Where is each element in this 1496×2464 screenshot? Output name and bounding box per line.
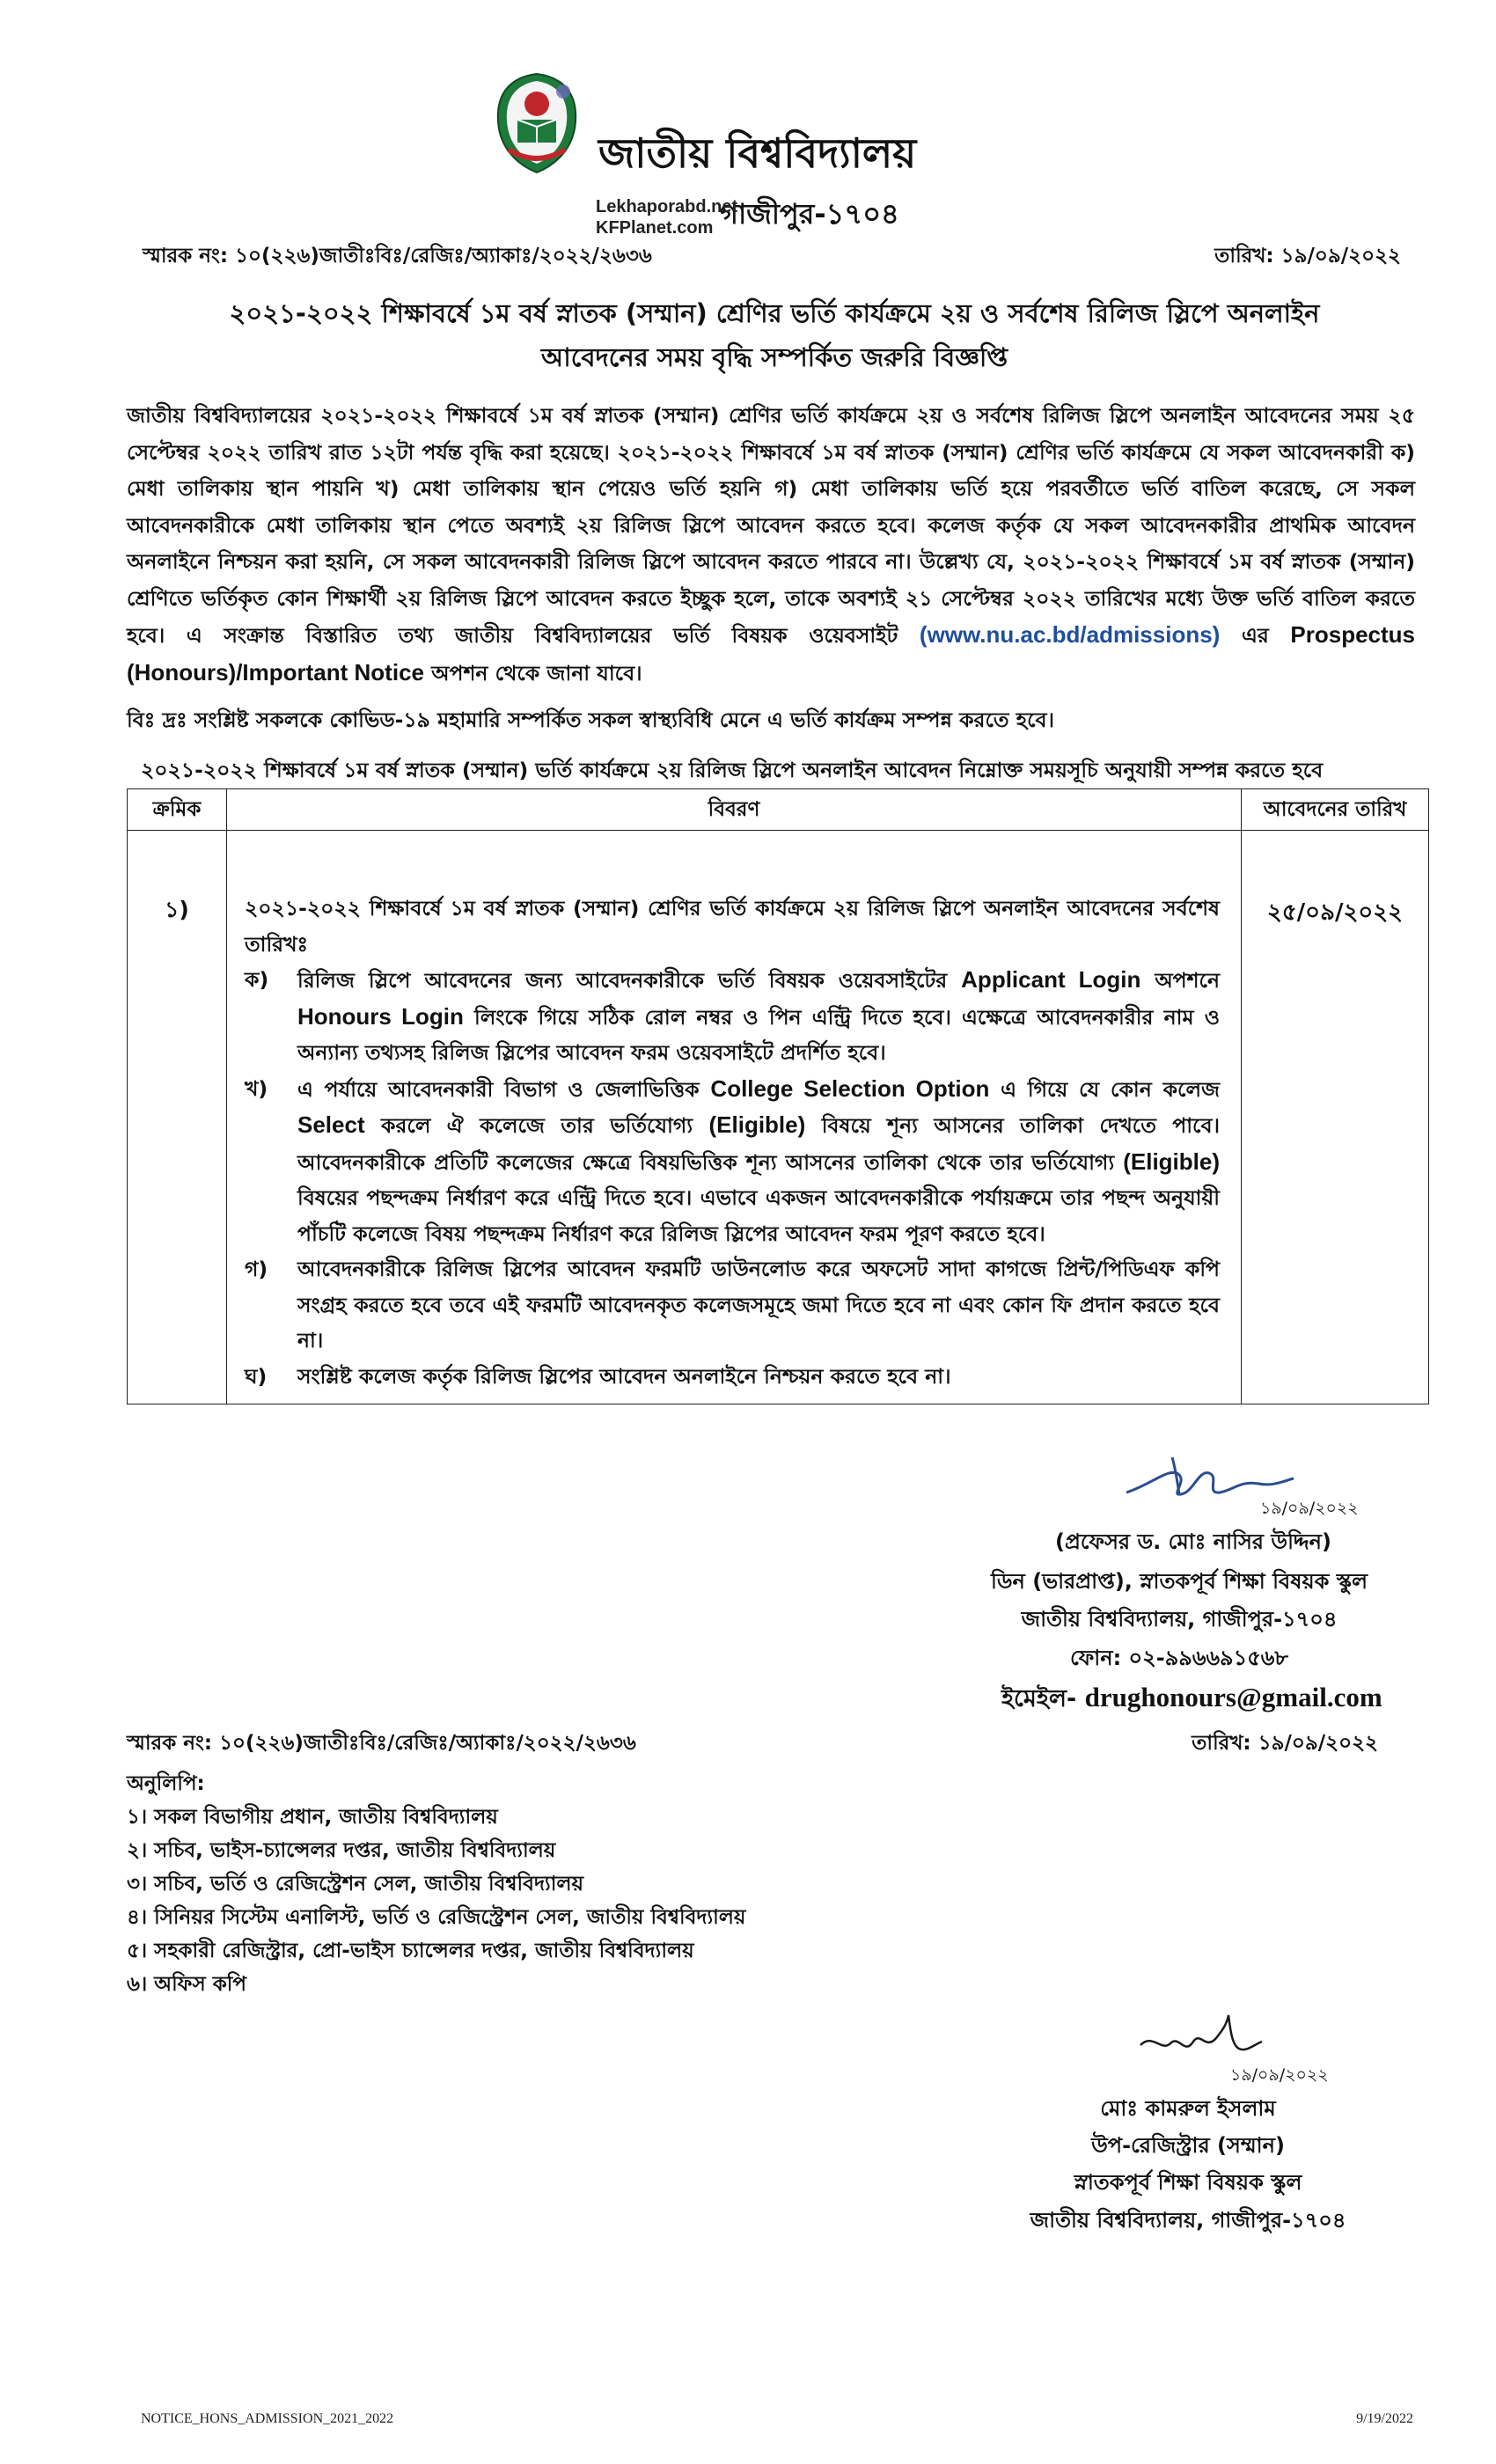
university-address: গাজীপুর-১৭০৪ (720, 197, 899, 231)
body-text: অপশন থেকে জানা যাবে। (424, 660, 642, 686)
header-date: আবেদনের তারিখ (1242, 789, 1429, 831)
item-marker: ক) (245, 967, 269, 992)
signatory-title: ডিন (ভারপ্রাপ্ত), স্নাতকপূর্ব শিক্ষা বিষয়ক স্কুল (991, 1569, 1368, 1594)
copy-item: ৪। সিনিয়র সিস্টেম এনালিস্ট, ভর্তি ও রেজিস্ট্রেশন সেল, জাতীয় বিশ্ববিদ্যালয় (127, 1906, 746, 1929)
copy-item: ১। সকল বিভাগীয় প্রধান, জাতীয় বিশ্ববিদ্যালয় (127, 1806, 498, 1829)
notice-title-line1: ২০২১-২০২২ শিক্ষাবর্ষে ১ম বর্ষ স্নাতক (সম্মান) শ্রেণির ভর্তি কার্যক্রমে ২য় ও সর্বশেষ রিলিজ স্লিপে অনলাইন (229, 298, 1320, 328)
admission-website-link[interactable]: (www.nu.ac.bd/admissions) (919, 621, 1221, 648)
covid-note: বিঃ দ্রঃ সংশ্লিষ্ট সকলকে কোভিড-১৯ মহামারি সম্পর্কিত সকল স্বাস্থ্যবিধি মেনে এ ভর্তি কার্যক্রম সম্পন্ন করতে হবে। (127, 708, 1055, 732)
signature-date: ১৯/০৯/২০২২ (1230, 2065, 1329, 2085)
email-address[interactable]: drughonours@gmail.com (1084, 1682, 1382, 1712)
item-text: সংশ্লিষ্ট কলেজ কর্তৃক রিলিজ স্লিপের আবেদন অনলাইনে নিশ্চয়ন করতে হবে না। (297, 1363, 951, 1389)
notice-title-line2: আবেদনের সময় বৃদ্ধি সম্পর্কিত জরুরি বিজ্ঞপ্তি (540, 342, 1008, 372)
copies-label: অনুলিপি: (127, 1772, 205, 1795)
table-row (128, 831, 1429, 1404)
item-marker: গ) (245, 1257, 268, 1281)
notice-body (127, 398, 1415, 692)
signatory-name: (প্রফেসর ড. মোঃ নাসির উদ্দিন) (1055, 1529, 1331, 1554)
copy-item: ২। সচিব, ভাইস-চ্যান্সেলর দপ্তর, জাতীয় বিশ্ববিদ্যালয় (127, 1839, 556, 1862)
list-item (245, 962, 1220, 1071)
item-text: রিলিজ স্লিপে আবেদনের জন্য আবেদনকারীকে ভর্তি বিষয়ক ওয়েবসাইটের Applicant Login অপশনে Honours Login লিংকে গিয়ে সঠিক রোল নম্বর ও পিন এন্ট্রি দিতে হবে। এক্ষেত্রে আবেদনকারীর নাম ও অন্যান্য তথ্যসহ রিলিজ স্লিপের আবেদন ফরম ওয়েবসাইটে প্রদর্শিত হবে। (297, 966, 1220, 1065)
row-date: ২৫/০৯/২০২২ (1242, 831, 1429, 1404)
copy-item: ৩। সচিব, ভর্তি ও রেজিস্ট্রেশন সেল, জাতীয় বিশ্ববিদ্যালয় (127, 1873, 584, 1896)
watermark-text: KFPlanet.com (596, 218, 714, 238)
row-description (227, 831, 1242, 1404)
memo-number: স্মারক নং: ১০(২২৬)জাতীঃবিঃ/রেজিঃ/অ্যাকাঃ/২০২২/২৬৩৬ (143, 245, 652, 268)
signatory-name: মোঃ কামরুল ইসলাম (1100, 2096, 1276, 2121)
signatory-institution: জাতীয় বিশ্ববিদ্যালয়, গাজীপুর-১৭০৪ (1021, 1607, 1338, 1632)
memo-date: তারিখ: ১৯/০৯/২০২২ (1192, 1732, 1378, 1755)
copy-item: ৬। অফিস কপি (127, 1973, 246, 1996)
email-label: ইমেইল- (1001, 1685, 1085, 1712)
signatory-institution: জাতীয় বিশ্ববিদ্যালয়, গাজীপুর-১৭০৪ (1030, 2208, 1346, 2233)
copy-item: ৫। সহকারী রেজিস্ট্রার, প্রো-ভাইস চ্যান্সেলর দপ্তর, জাতীয় বিশ্ববিদ্যালয় (127, 1940, 694, 1962)
header-description: বিবরণ (227, 789, 1242, 831)
signature-image (1135, 2006, 1267, 2068)
item-text: আবেদনকারীকে রিলিজ স্লিপের আবেদন ফরমটি ডাউনলোড করে অফসেট সাদা কাগজে প্রিন্ট/পিডিএফ কপি সংগ্রহ করতে হবে তবে এই ফরমটি আবেদনকৃত কলেজসমূহে জমা দিতে হবে না এবং কোন ফি প্রদান করতে হবে না। (297, 1257, 1220, 1353)
item-text: এ পর্যায়ে আবেদনকারী বিভাগ ও জেলাভিত্তিক College Selection Option এ গিয়ে যে কোন কলেজ Select করলে ঐ কলেজে তার ভর্তিযোগ্য (Eligible) বিষয়ে শূন্য আসনের তালিকা দেখতে পাবে। আবেদনকারীকে প্রতিটি কলেজের ক্ষেত্রে বিষয়ভিত্তিক শূন্য আসনের তালিকা থেকে তার ভর্তিযোগ্য (Eligible) বিষয়ের পছন্দক্রম নির্ধারণ করে এন্ট্রি দিতে হবে। এভাবে একজন আবেদনকারীকে পর্যায়ক্রমে তার পছন্দ অনুযায়ী পাঁচটি কলেজে বিষয় পছন্দক্রম নির্ধারণ করে রিলিজ স্লিপের আবেদন ফরম পূরণ করতে হবে। (297, 1074, 1220, 1246)
schedule-table (127, 788, 1429, 1404)
signatory-email (1001, 1681, 1382, 1720)
signatory-phone: ফোন: ০২-৯৯৬৬৯১৫৬৮ (1070, 1646, 1288, 1670)
memo-number: স্মারক নং: ১০(২২৬)জাতীঃবিঃ/রেজিঃ/অ্যাকাঃ/২০২২/২৬৩৬ (127, 1732, 636, 1755)
signatory-department: স্নাতকপূর্ব শিক্ষা বিষয়ক স্কুল (1074, 2170, 1302, 2195)
footer-date: 9/19/2022 (1356, 2411, 1413, 2426)
schedule-heading: ২০২১-২০২২ শিক্ষাবর্ষে ১ম বর্ষ স্নাতক (সম্মান) ভর্তি কার্যক্রমে ২য় রিলিজ স্লিপে অনলাইন আবেদন নিম্নোক্ত সময়সূচি অনুযায়ী সম্পন্ন করতে হবে (141, 758, 1324, 782)
row-serial: ১) (128, 831, 227, 1404)
list-item (245, 1359, 1220, 1395)
university-logo (482, 69, 591, 178)
prospectus-option: Prospectus (Honours)/Important Notice (127, 621, 1415, 686)
signature-date: ১৯/০৯/২০২২ (1260, 1499, 1359, 1518)
university-name: জাতীয় বিশ্ববিদ্যালয় (598, 129, 917, 177)
item-marker: ঘ) (245, 1363, 268, 1389)
item-marker: খ) (245, 1075, 268, 1101)
footer-filename: NOTICE_HONS_ADMISSION_2021_2022 (141, 2411, 394, 2426)
list-item (245, 1071, 1220, 1252)
list-item (245, 1251, 1220, 1359)
body-text: জাতীয় বিশ্ববিদ্যালয়ের ২০২১-২০২২ শিক্ষাবর্ষে ১ম বর্ষ স্নাতক (সম্মান) শ্রেণির ভর্তি কার্যক্রমে ২য় ও সর্বশেষ রিলিজ স্লিপে অনলাইন আবেদনের সময় ২৫ সেপ্টেম্বর ২০২২ তারিখ রাত ১২টা পর্যন্ত বৃদ্ধি করা হয়েছে। ২০২১-২০২২ শিক্ষাবর্ষে ১ম বর্ষ স্নাতক (সম্মান) শ্রেণির ভর্তি কার্যক্রমে যে সকল আবেদনকারী ক) মেধা তালিকায় স্থান পায়নি খ) মেধা তালিকায় স্থান পেয়েও ভর্তি হয়নি গ) মেধা তালিকায় ভর্তি হয়ে পরবর্তীতে ভর্তি বাতিল করেছে, সে সকল আবেদনকারীকে মেধা তালিকায় স্থান পেতে অবশ্যই ২য় রিলিজ স্লিপে আবেদন করতে হবে। কলেজ কর্তৃক যে সকল আবেদনকারীর প্রাথমিক আবেদন অনলাইনে নিশ্চয়ন করা হয়নি, সে সকল আবেদনকারী রিলিজ স্লিপে আবেদন করতে পারবে না। উল্লেখ্য যে, ২০২১-২০২২ শিক্ষাবর্ষে ১ম বর্ষ স্নাতক (সম্মান) শ্রেণিতে ভর্তিকৃত কোন শিক্ষার্থী ২য় রিলিজ স্লিপে আবেদন করতে ইচ্ছুক হলে, তাকে অবশ্যই ২১ সেপ্টেম্বর ২০২২ তারিখের মধ্যে উক্ত ভর্তি বাতিল করতে হবে। এ সংক্রান্ত বিস্তারিত তথ্য জাতীয় বিশ্ববিদ্যালয়ের ভর্তি বিষয়ক ওয়েবসাইট (127, 403, 1415, 648)
row-intro: ২০২১-২০২২ শিক্ষাবর্ষে ১ম বর্ষ স্নাতক (সম্মান) শ্রেণির ভর্তি কার্যক্রমে ২য় রিলিজ স্লিপে অনলাইন আবেদনের সর্বশেষ তারিখঃ (245, 896, 1220, 957)
table-header-row (128, 789, 1429, 831)
signatory-title: উপ-রেজিস্ট্রার (সম্মান) (1091, 2133, 1285, 2158)
watermark-text: Lekhaporabd.net (596, 197, 738, 216)
header-serial: ক্রমিক (128, 789, 227, 831)
memo-date: তারিখ: ১৯/০৯/২০২২ (1214, 245, 1401, 268)
body-text: এর (1220, 623, 1291, 648)
